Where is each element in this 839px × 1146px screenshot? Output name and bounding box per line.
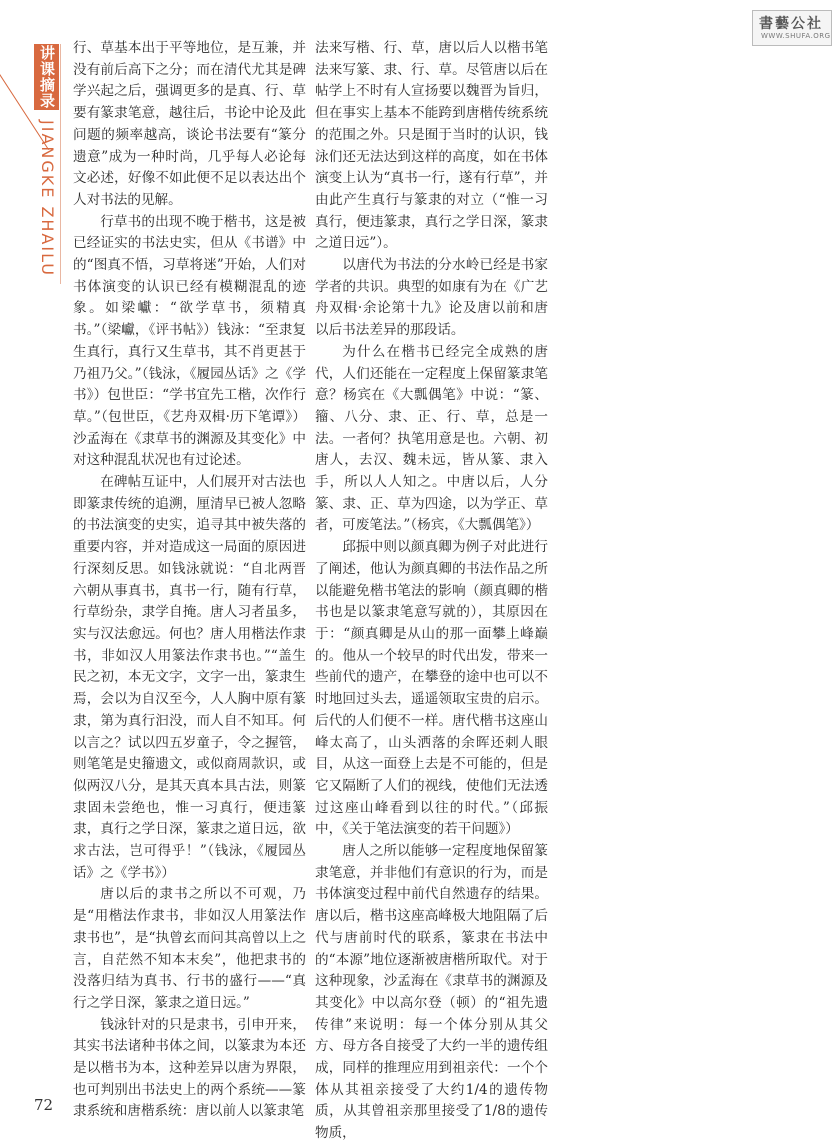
column-left	[73, 38, 306, 1120]
watermark	[752, 10, 832, 46]
page-number: 72	[34, 1096, 54, 1114]
paragraph: 唐人之所以能够一定程度地保留篆隶笔意，并非他们有意识的行为，而是书体演变过程中前代自然遗存的结果。唐以后，楷书这座高峰极大地阻隔了后代与唐前时代的联系，篆隶在书法中的“本源”地位逐渐被唐楷所取代。对于这种现象，沙孟海在《隶草书的渊源及其变化》中以高尔登（顿）的“祖先遗传律”来说明：每一个体分别从其父方、母方各自接受了大约一半的遗传组成，同样的推理应用到祖亲代：一个个体从其祖亲接受了大约1/4的遗传物质，从其曾祖亲那里接受了1/8的遗传物质，	[315, 843, 548, 1142]
paragraph: 为什么在楷书已经完全成熟的唐代，人们还能在一定程度上保留篆隶笔意？杨宾在《大瓢偶笔》中说：“篆、籀、八分、隶、正、行、草，总是一法。一者何？执笔用意是也。六朝、初唐人，去汉、魏未远，皆从篆、隶入手，所以人人知之。中唐以后，人分篆、隶、正、草为四途，以为学正、草者，可废笔法。”（杨宾，《大瓢偶笔》）	[315, 343, 548, 534]
paragraph: 法来写楷、行、草，唐以后人以楷书笔法来写篆、隶、行、草。尽管唐以后在帖学上不时有人宣扬要以魏晋为旨归，但在事实上基本不能跨到唐楷传统系统的范围之外。只是囿于当时的认识，钱泳们还无法达到这样的高度，如在书体演变上认为“真书一行，遂有行草”，并由此产生真行与篆隶的对立（“惟一习真行，便违篆隶，真行之学日深，篆隶之道日远”）。	[315, 40, 548, 252]
section-label-cn: 讲课摘录	[38, 45, 56, 109]
paragraph: 在碑帖互证中，人们展开对古法也即篆隶传统的追溯，厘清早已被人忽略的书法演变的史实，追寻其中被失落的重要内容，并对造成这一局面的原因进行深刻反思。如钱泳就说：“自北两晋六朝从事真书，真书一行，随有行草，行草纷杂，隶学自掩。唐人习者虽多，实与汉法愈远。何也？唐人用楷法作隶书，非如汉人用篆法作隶书也。”“盖生民之初，本无文字，文字一出，篆隶生焉，会以为自汉至今，人人胸中原有篆隶，第为真行汩没，而人自不知耳。何以言之？试以四五岁童子，令之握管，则笔笔是史籀遗文，或似商周款识，或似两汉八分，是其天真本具古法，则篆隶固未尝绝也，惟一习真行，便违篆隶，真行之学日深，篆隶之道日远，欲求古法，岂可得乎！”（钱泳，《履园丛话》之《学书》）	[73, 474, 306, 881]
paragraph: 行草书的出现不晚于楷书，这是被已经证实的书法史实，但从《书谱》中的“图真不悟，习草将迷”开始，人们对书体演变的认识已经有模糊混乱的迹象。如梁巘：“欲学草书，须精真书。”（梁巘，《评书帖》）钱泳：“至隶复生真行，真行又生草书，其不肖更甚于乃祖乃父。”（钱泳，《履园丛话》之《学书》）包世臣：“学书宜先工楷，次作行草。”（包世臣，《艺舟双楫·历下笔谭》）沙孟海在《隶草书的渊源及其变化》中对这种混乱状况也有过论述。	[73, 213, 306, 469]
watermark-url: WWW.SHUFA.ORG	[761, 32, 831, 40]
column-right	[315, 38, 548, 1142]
watermark-text: 書藝公社	[759, 16, 823, 32]
paragraph: 钱泳针对的只是隶书，引申开来，其实书法诸种书体之间，以篆隶为本还是以楷书为本，这种差异以唐为界限，也可判别出书法史上的两个系统——篆隶系统和唐楷系统：唐以前人以篆隶笔	[73, 1016, 306, 1120]
section-label-en: JIANGKE ZHAILU	[38, 120, 57, 277]
paragraph: 邱振中则以颜真卿为例子对此进行了阐述，他认为颜真卿的书法作品之所以能避免楷书笔法的影响（颜真卿的楷书也是以篆隶笔意写就的），其原因在于：“颜真卿是从山的那一面攀上峰巅的。他从一个较早的时代出发，带来一些前代的遗产，在攀登的途中也可以不时地回过头去，遥遥领取宝贵的启示。后代的人们便不一样。唐代楷书这座山峰太高了，山头洒落的余晖还刺人眼目，从这一面登上去是不可能的，但是它又隔断了人们的视线，使他们无法透过这座山峰看到以往的时代。”（邱振中，《关于笔法演变的若干问题》）	[315, 539, 548, 838]
paragraph: 以唐代为书法的分水岭已经是书家学者的共识。典型的如康有为在《广艺舟双楫·余论第十九》论及唐以前和唐以后书法差异的那段话。	[315, 257, 548, 339]
rail-line	[60, 44, 61, 284]
paragraph: 行、草基本出于平等地位，是互兼，并没有前后高下之分；而在清代尤其是碑学兴起之后，强调更多的是真、行、草要有篆隶笔意，越往后，书论中论及此问题的频率越高，谈论书法要有“篆分遗意”成为一种时尚，几乎每人必论每文必述，好像不如此便不足以表达出个人对书法的见解。	[73, 40, 306, 208]
paragraph: 唐以后的隶书之所以不可观，乃是“用楷法作隶书，非如汉人用篆法作隶书也”，是“执曾玄而问其高曾以上之言，自茫然不知本末矣”，他把隶书的没落归结为真书、行书的盛行——“真行之学日深，篆隶之道日远。”	[73, 886, 306, 1011]
